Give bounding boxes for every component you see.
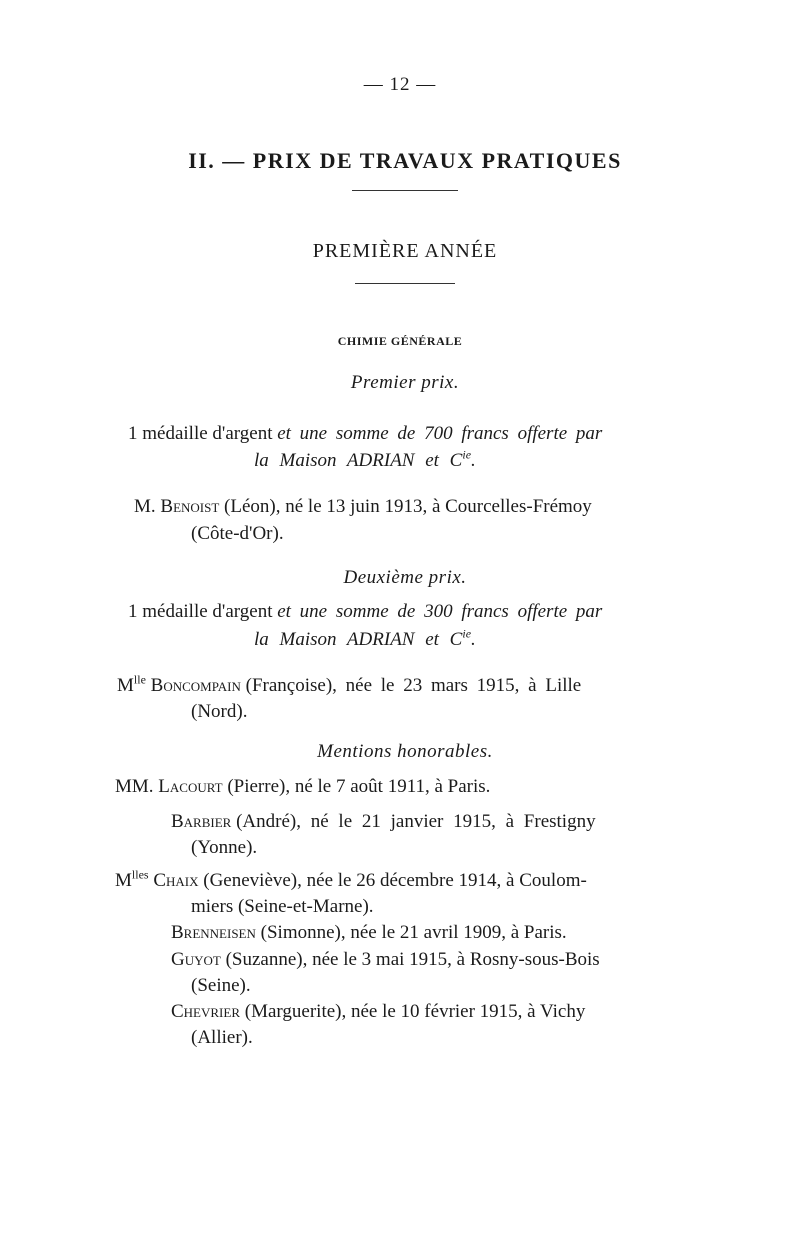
mention-name: Chevrier [171,1001,241,1022]
second-prize-winner-line1 [117,672,582,697]
second-prize-heading: Deuxième prix. [343,567,467,588]
mention-name: Guyot [171,949,221,970]
award-sponsor-end: . [471,450,476,471]
mention-details: (Pierre), né le 7 août 1911, à Paris. [227,776,491,797]
award-sponsor-text: la Maison ADRIAN et C [254,629,463,650]
award-sponsor-text: la Maison ADRIAN et C [254,450,463,471]
section-title: II. — PRIX DE TRAVAUX PRATIQUES [188,148,622,173]
first-prize-heading: Premier prix. [350,372,460,393]
mention-title-text: M [115,870,132,891]
mention-details: (Geneviève), née le 26 décembre 1914, à Coulom- [203,870,587,891]
mention-row [171,949,600,971]
mention-row [171,811,596,833]
winner-name: Boncompain [150,675,241,696]
mention-title: MM. [115,776,154,797]
mention-details: (André), né le 21 janvier 1915, à Frestigny [236,811,596,832]
award-medal-text: 1 médaille d'argent [128,601,273,622]
mention-title-sup: lles [131,867,149,882]
award-sponsor-end: . [471,629,476,650]
mention-row [171,922,567,944]
mention-details: (Suzanne), née le 3 mai 1915, à Rosny-sous-Bois [225,949,600,970]
award-medal-text: 1 médaille d'argent [128,423,273,444]
winner-title: M. [134,496,156,517]
divider-rule [355,283,455,284]
mentions-heading: Mentions honorables. [317,741,493,762]
second-prize-award-line2 [254,626,476,651]
winner-title-sup: lle [133,672,146,687]
winner-name: Benoist [160,496,220,517]
first-prize-winner-line2: (Côte-d'Or). [191,523,284,544]
mention-details: (Marguerite), née le 10 février 1915, à Vichy [244,1001,586,1022]
mention-details-continued: miers (Seine-et-Marne). [191,896,374,917]
mention-details: (Simonne), née le 21 avril 1909, à Paris. [260,922,567,943]
award-sum-text: et une somme de 300 francs offerte par [277,601,603,622]
winner-details: (Léon), né le 13 juin 1913, à Courcelles-Frémoy [224,496,592,517]
mention-row [115,867,587,892]
second-prize-winner-line2: (Nord). [191,701,248,722]
winner-title-text: M [117,675,134,696]
mention-details-continued: (Seine). [191,975,251,996]
mention-details-continued: (Allier). [191,1027,253,1048]
winner-details: (Françoise), née le 23 mars 1915, à Lille [245,675,582,696]
award-sponsor-sup: ie [462,447,472,462]
first-prize-award-line2 [254,447,476,472]
mention-name: Barbier [171,811,232,832]
subject-heading: CHIMIE GÉNÉRALE [337,334,463,348]
mention-row [171,1001,585,1023]
mention-name: Brenneisen [171,922,256,943]
award-sum-text: et une somme de 700 francs offerte par [277,423,603,444]
year-title: PREMIÈRE ANNÉE [312,240,498,262]
second-prize-award-line1 [128,601,602,623]
page-number: — 12 — [363,74,437,95]
winner-title [117,672,146,696]
mention-row [115,776,490,798]
first-prize-award-line1 [128,423,602,445]
mention-title [115,867,149,891]
first-prize-winner-line1 [134,496,592,518]
mention-details-continued: (Yonne). [191,837,258,858]
mention-name: Chaix [153,870,199,891]
award-sponsor-sup: ie [462,626,472,641]
mention-name: Lacourt [158,776,223,797]
divider-rule [352,190,458,191]
